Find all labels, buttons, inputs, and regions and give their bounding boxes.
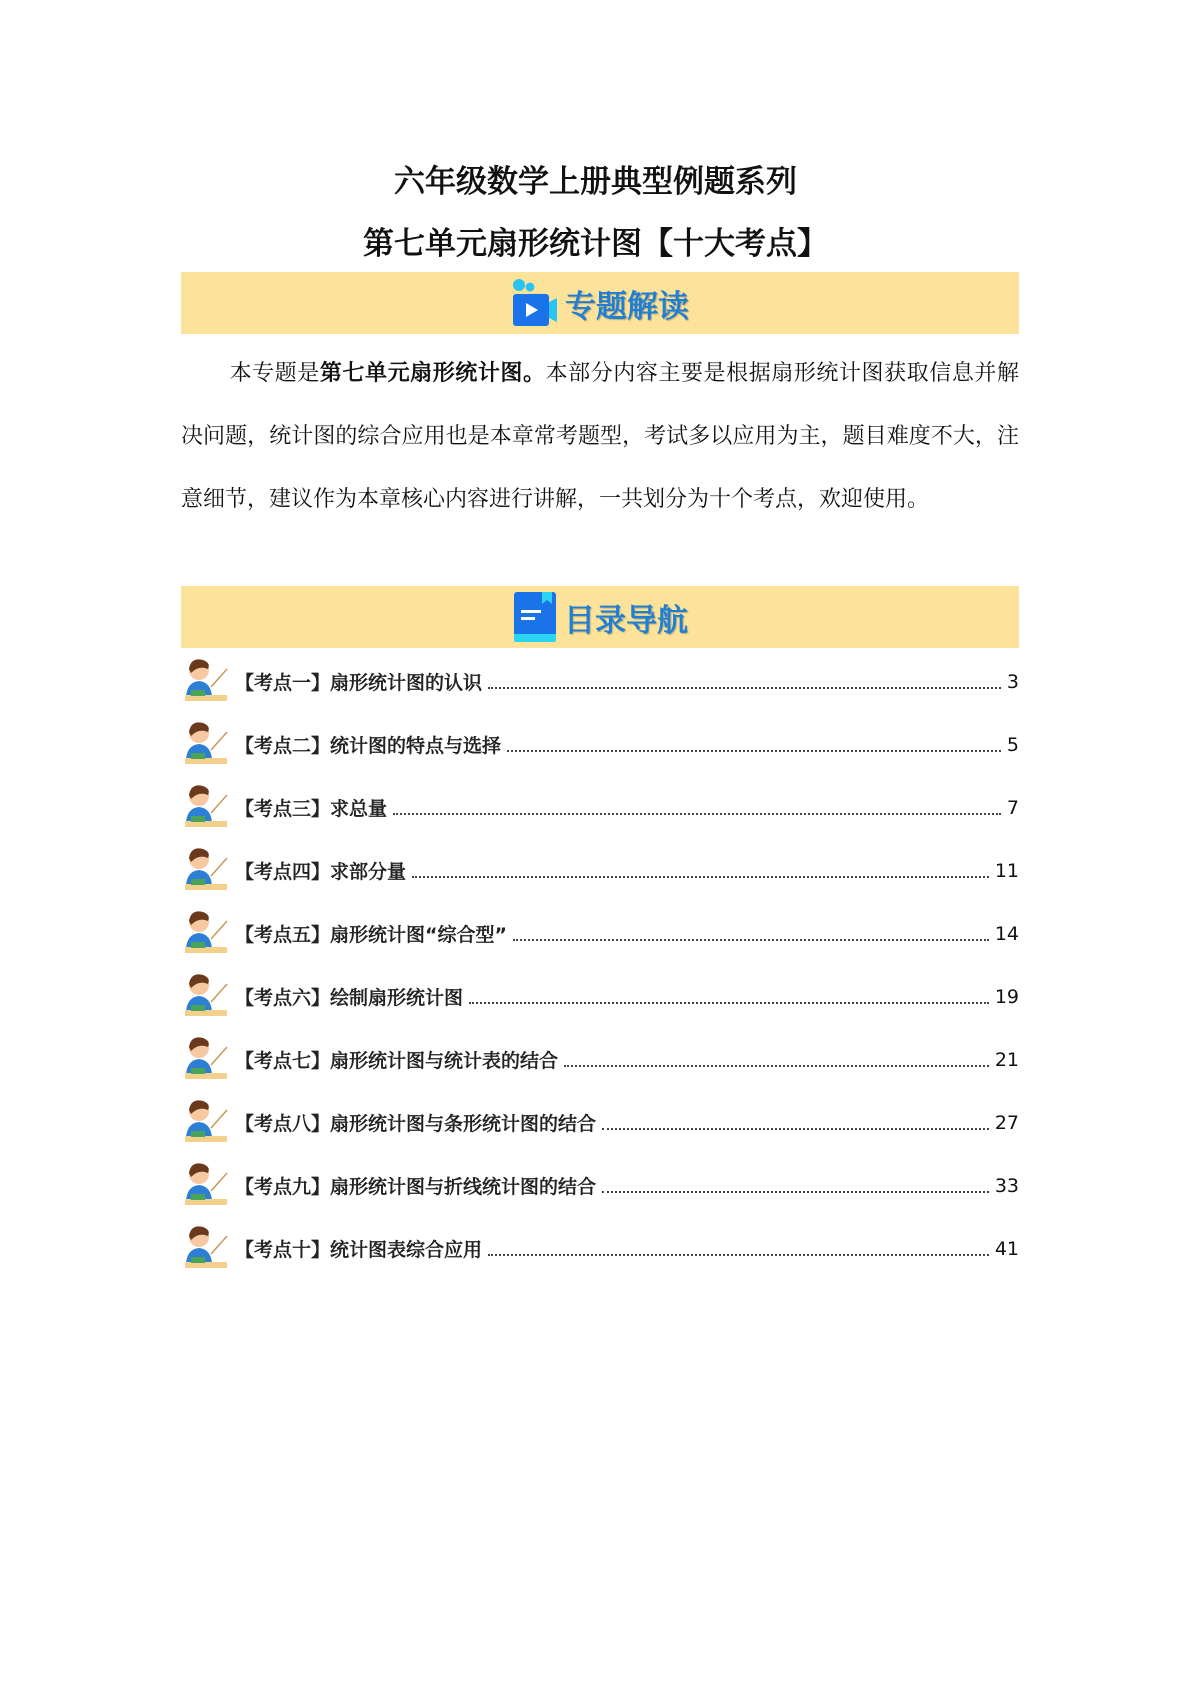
toc-leader-dots — [507, 750, 1001, 752]
toc-leader-dots — [602, 1191, 989, 1193]
toc-leader-dots — [488, 1254, 989, 1256]
teacher-avatar-icon — [181, 1035, 231, 1085]
toc-title: 【考点三】求总量 — [235, 798, 388, 820]
toc-entry[interactable] — [181, 1154, 1019, 1217]
table-of-contents — [181, 650, 1019, 1280]
toc-leader-dots — [393, 813, 1001, 815]
teacher-avatar-icon — [181, 1224, 231, 1274]
toc-entry[interactable] — [181, 965, 1019, 1028]
toc-page-number: 27 — [994, 1111, 1019, 1134]
toc-title: 【考点八】扇形统计图与条形统计图的结合 — [235, 1113, 597, 1135]
teacher-avatar-icon — [181, 846, 231, 896]
intro-rest: 本部分内容主要是根据扇形统计图获取信息并解决问题，统计图的综合应用也是本章常考题型，考试多以应用为主，题目难度不大，注意细节，建议作为本章核心内容进行讲解，一共划分为十个考点，欢迎使用。 — [181, 361, 1019, 512]
teacher-avatar-icon — [181, 1098, 231, 1148]
toc-entry[interactable] — [181, 1091, 1019, 1154]
toc-leader-dots — [602, 1128, 989, 1130]
section-header-toc — [181, 586, 1019, 648]
toc-page-number: 5 — [1006, 733, 1019, 756]
toc-leader-dots — [469, 1002, 989, 1004]
toc-page-number: 33 — [994, 1174, 1019, 1197]
toc-entry[interactable] — [181, 1217, 1019, 1280]
teacher-avatar-icon — [181, 972, 231, 1022]
teacher-avatar-icon — [181, 909, 231, 959]
book-icon — [512, 590, 558, 644]
section-label: 专题解读 — [565, 288, 689, 325]
teacher-avatar-icon — [181, 783, 231, 833]
toc-entry[interactable] — [181, 713, 1019, 776]
intro-paragraph — [181, 342, 1019, 531]
toc-page-number: 21 — [994, 1048, 1019, 1071]
toc-title: 【考点四】求部分量 — [235, 861, 407, 883]
toc-title: 【考点一】扇形统计图的认识 — [235, 672, 483, 694]
toc-title: 【考点五】扇形统计图“综合型” — [235, 924, 507, 946]
intro-lead: 本专题是 — [229, 361, 320, 386]
toc-entry[interactable] — [181, 1028, 1019, 1091]
document-title: 六年级数学上册典型例题系列 — [394, 164, 797, 200]
video-play-icon — [511, 278, 559, 328]
document-subtitle: 第七单元扇形统计图【十大考点】 — [363, 226, 828, 262]
toc-entry[interactable] — [181, 650, 1019, 713]
toc-entry[interactable] — [181, 776, 1019, 839]
toc-leader-dots — [412, 876, 989, 878]
toc-page-number: 41 — [994, 1237, 1019, 1260]
intro-bold: 第七单元扇形统计图。 — [319, 361, 546, 386]
toc-title: 【考点九】扇形统计图与折线统计图的结合 — [235, 1176, 597, 1198]
toc-page-number: 11 — [994, 859, 1019, 882]
section-header-intro — [181, 272, 1019, 334]
toc-leader-dots — [564, 1065, 989, 1067]
toc-title: 【考点二】统计图的特点与选择 — [235, 735, 502, 757]
toc-leader-dots — [488, 687, 1001, 689]
toc-page-number: 7 — [1006, 796, 1019, 819]
section-label: 目录导航 — [564, 602, 688, 639]
teacher-avatar-icon — [181, 657, 231, 707]
toc-entry[interactable] — [181, 902, 1019, 965]
toc-page-number: 14 — [994, 922, 1019, 945]
teacher-avatar-icon — [181, 1161, 231, 1211]
toc-title: 【考点七】扇形统计图与统计表的结合 — [235, 1050, 559, 1072]
toc-page-number: 19 — [994, 985, 1019, 1008]
toc-title: 【考点六】绘制扇形统计图 — [235, 987, 464, 1009]
toc-title: 【考点十】统计图表综合应用 — [235, 1239, 483, 1261]
toc-page-number: 3 — [1006, 670, 1019, 693]
toc-leader-dots — [513, 939, 989, 941]
teacher-avatar-icon — [181, 720, 231, 770]
toc-entry[interactable] — [181, 839, 1019, 902]
